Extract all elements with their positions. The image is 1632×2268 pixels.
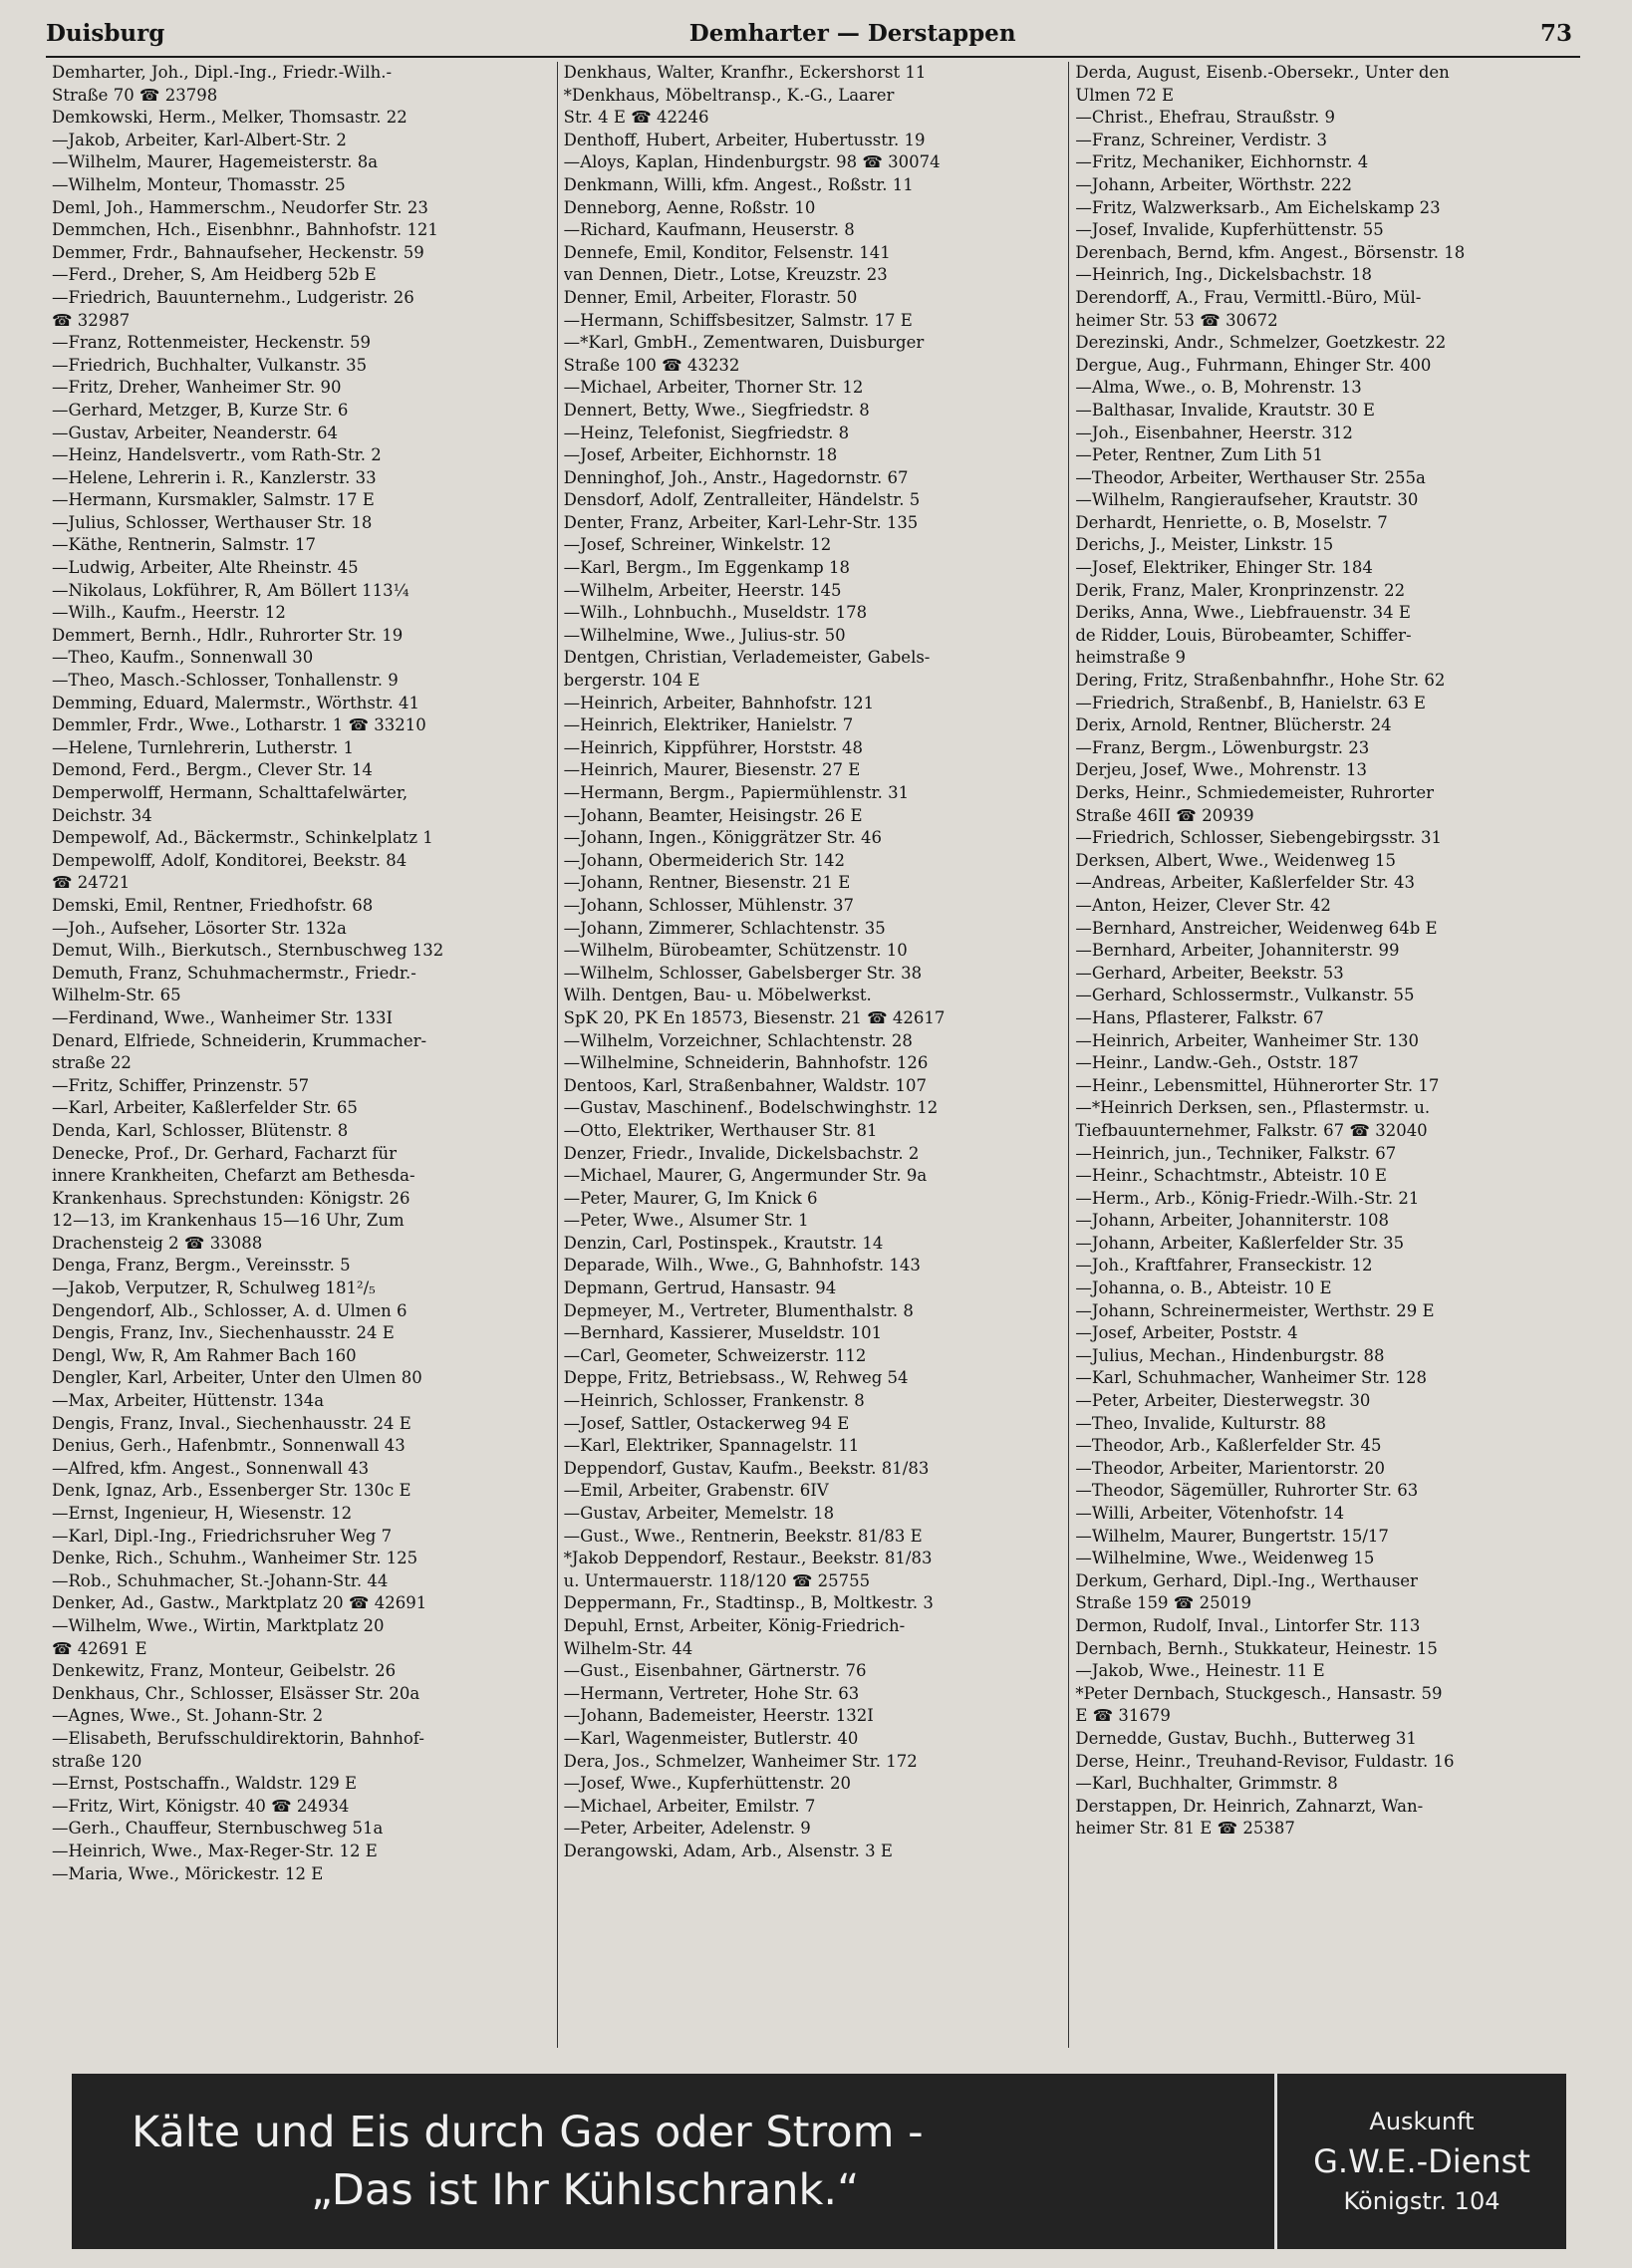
directory-entry: Dernbach, Bernh., Stukkateur, Heinestr. 15 bbox=[1075, 1638, 1438, 1658]
directory-entry: —Gerhard, Schlossermstr., Vulkanstr. 55 bbox=[1075, 986, 1415, 1005]
directory-entry: SpK 20, PK En 18573, Biesenstr. 21 ☎ 42617 bbox=[563, 1007, 946, 1027]
directory-entry: —Wilh., Kaufm., Heerstr. 12 bbox=[52, 603, 286, 623]
directory-entry: —Gust., Wwe., Rentnerin, Beekstr. 81/83 E bbox=[563, 1526, 923, 1546]
directory-entry: Denkhaus, Chr., Schlosser, Elsässer Str. 20a bbox=[52, 1683, 420, 1703]
ad-contact bbox=[1274, 2074, 1566, 2249]
directory-entry: Derendorff, A., Frau, Vermittl.-Büro, Mül- bbox=[1075, 287, 1422, 307]
directory-entry: —Josef, Arbeiter, Eichhornstr. 18 bbox=[563, 445, 838, 465]
directory-entry: Denninghof, Joh., Anstr., Hagedornstr. 67 bbox=[563, 467, 909, 487]
directory-entry: —Anton, Heizer, Clever Str. 42 bbox=[1075, 895, 1331, 915]
directory-entry: 12—13, im Krankenhaus 15—16 Uhr, Zum bbox=[52, 1211, 405, 1231]
directory-entry: Derhardt, Henriette, o. B, Moselstr. 7 bbox=[1075, 512, 1388, 532]
directory-entry: *Jakob Deppendorf, Restaur., Beekstr. 81/83 bbox=[563, 1549, 933, 1568]
directory-entry: Wilhelm-Str. 44 bbox=[563, 1638, 693, 1658]
directory-entry: Derstappen, Dr. Heinrich, Zahnarzt, Wan- bbox=[1075, 1796, 1424, 1816]
header-range: Demharter — Derstappen bbox=[688, 20, 1016, 47]
columns bbox=[46, 62, 1580, 2048]
directory-entry: —Hermann, Vertreter, Hohe Str. 63 bbox=[563, 1683, 860, 1703]
directory-entry: Demming, Eduard, Malermstr., Wörthstr. 41 bbox=[52, 693, 420, 712]
directory-entry: —Friedrich, Buchhalter, Vulkanstr. 35 bbox=[52, 355, 368, 375]
directory-entry: —Bernhard, Anstreicher, Weidenweg 64b E bbox=[1075, 918, 1438, 938]
directory-entry: Derangowski, Adam, Arb., Alsenstr. 3 E bbox=[563, 1841, 893, 1860]
directory-entry: —Johann, Rentner, Biesenstr. 21 E bbox=[563, 873, 851, 893]
directory-entry: —Theo, Invalide, Kulturstr. 88 bbox=[1075, 1413, 1327, 1433]
directory-entry: *Denkhaus, Möbeltransp., K.-G., Laarer bbox=[563, 85, 895, 105]
ad-slogan bbox=[72, 2074, 1274, 2249]
directory-entry: —Heinrich, Maurer, Biesenstr. 27 E bbox=[563, 760, 861, 780]
directory-entry: —Wilhelmine, Wwe., Julius-str. 50 bbox=[563, 625, 846, 645]
directory-entry: Dengis, Franz, Inv., Siechenhausstr. 24 E bbox=[52, 1323, 395, 1343]
directory-entry: Straße 100 ☎ 43232 bbox=[563, 355, 740, 375]
directory-entry: —Karl, Arbeiter, Kaßlerfelder Str. 65 bbox=[52, 1098, 358, 1118]
directory-entry: Derix, Arnold, Rentner, Blücherstr. 24 bbox=[1075, 715, 1392, 735]
directory-entry: —Peter, Arbeiter, Adelenstr. 9 bbox=[563, 1819, 811, 1839]
directory-entry: —Joh., Aufseher, Lösorter Str. 132a bbox=[52, 918, 347, 938]
directory-entry: —Wilhelmine, Wwe., Weidenweg 15 bbox=[1075, 1549, 1375, 1568]
directory-entry: —Gustav, Arbeiter, Memelstr. 18 bbox=[563, 1504, 835, 1523]
directory-entry: heimstraße 9 bbox=[1075, 648, 1187, 668]
directory-entry: —Bernhard, Kassierer, Museldstr. 101 bbox=[563, 1323, 883, 1343]
directory-entry: —Michael, Arbeiter, Thorner Str. 12 bbox=[563, 378, 864, 398]
directory-entry: —Karl, Bergm., Im Eggenkamp 18 bbox=[563, 558, 850, 578]
directory-entry: Deppendorf, Gustav, Kaufm., Beekstr. 81/83 bbox=[563, 1458, 930, 1478]
directory-entry: Denga, Franz, Bergm., Vereinsstr. 5 bbox=[52, 1256, 351, 1276]
directory-entry: —Karl, Schuhmacher, Wanheimer Str. 128 bbox=[1075, 1368, 1427, 1388]
directory-entry: Dernedde, Gustav, Buchh., Butterweg 31 bbox=[1075, 1728, 1417, 1748]
directory-entry: Deml, Joh., Hammerschm., Neudorfer Str. 23 bbox=[52, 197, 428, 217]
directory-entry: —Heinrich, Wwe., Max-Reger-Str. 12 E bbox=[52, 1841, 378, 1860]
directory-entry: —Fritz, Mechaniker, Eichhornstr. 4 bbox=[1075, 152, 1369, 172]
directory-entry: —Alfred, kfm. Angest., Sonnenwall 43 bbox=[52, 1458, 370, 1478]
directory-entry: —Gerh., Chauffeur, Sternbuschweg 51a bbox=[52, 1819, 384, 1839]
directory-entry: straße 22 bbox=[52, 1053, 132, 1073]
directory-entry: Deparade, Wilh., Wwe., G, Bahnhofstr. 143 bbox=[563, 1256, 921, 1276]
directory-entry: —Theo, Kaufm., Sonnenwall 30 bbox=[52, 648, 314, 668]
directory-entry: Deppermann, Fr., Stadtinsp., B, Moltkestr. 3 bbox=[563, 1593, 934, 1613]
directory-entry: E ☎ 31679 bbox=[1075, 1706, 1171, 1726]
directory-entry: —Josef, Invalide, Kupferhüttenstr. 55 bbox=[1075, 220, 1384, 240]
directory-entry: Demmler, Frdr., Wwe., Lotharstr. 1 ☎ 33210 bbox=[52, 715, 426, 735]
directory-entry: —Julius, Schlosser, Werthauser Str. 18 bbox=[52, 512, 373, 532]
directory-entry: Str. 4 E ☎ 42246 bbox=[563, 108, 709, 128]
directory-entry: —Friedrich, Schlosser, Siebengebirgsstr. 31 bbox=[1075, 828, 1442, 848]
directory-entry: Denius, Gerh., Hafenbmtr., Sonnenwall 43 bbox=[52, 1436, 406, 1456]
directory-entry: Demut, Wilh., Bierkutsch., Sternbuschweg 132 bbox=[52, 941, 444, 961]
directory-entry: u. Untermauerstr. 118/120 ☎ 25755 bbox=[563, 1570, 871, 1590]
directory-entry: Denzer, Friedr., Invalide, Dickelsbachstr. 2 bbox=[563, 1143, 920, 1163]
directory-entry: —Johann, Arbeiter, Johanniterstr. 108 bbox=[1075, 1211, 1389, 1231]
directory-entry: —Joh., Kraftfahrer, Franseckistr. 12 bbox=[1075, 1256, 1373, 1276]
directory-entry: —Emil, Arbeiter, Grabenstr. 6IV bbox=[563, 1481, 829, 1501]
column-3 bbox=[1068, 62, 1580, 2048]
directory-entry: Straße 46II ☎ 20939 bbox=[1075, 805, 1254, 825]
directory-entry: Deppe, Fritz, Betriebsass., W, Rehweg 54 bbox=[563, 1368, 909, 1388]
directory-entry: heimer Str. 53 ☎ 30672 bbox=[1075, 310, 1278, 330]
directory-entry: van Dennen, Dietr., Lotse, Kreuzstr. 23 bbox=[563, 265, 888, 285]
directory-entry: —Heinrich, Elektriker, Hanielstr. 7 bbox=[563, 715, 854, 735]
directory-entry: —Fritz, Walzwerksarb., Am Eichelskamp 23 bbox=[1075, 197, 1441, 217]
directory-entry: —Josef, Arbeiter, Poststr. 4 bbox=[1075, 1323, 1298, 1343]
directory-entry: Demski, Emil, Rentner, Friedhofstr. 68 bbox=[52, 895, 374, 915]
directory-entry: —Helene, Turnlehrerin, Lutherstr. 1 bbox=[52, 737, 354, 757]
directory-entry: —Friedrich, Bauunternehm., Ludgeristr. 26 bbox=[52, 287, 414, 307]
directory-entry: —Karl, Buchhalter, Grimmstr. 8 bbox=[1075, 1774, 1338, 1794]
directory-entry: —Carl, Geometer, Schweizerstr. 112 bbox=[563, 1345, 867, 1365]
directory-entry: ☎ 32987 bbox=[52, 310, 131, 330]
directory-entry: Straße 70 ☎ 23798 bbox=[52, 85, 218, 105]
directory-entry: —Maria, Wwe., Mörickestr. 12 E bbox=[52, 1863, 324, 1883]
directory-entry: —Herm., Arb., König-Friedr.-Wilh.-Str. 21 bbox=[1075, 1188, 1420, 1208]
directory-entry: —Heinrich, Kippführer, Horststr. 48 bbox=[563, 737, 864, 757]
directory-entry: —Wilhelm, Schlosser, Gabelsberger Str. 38 bbox=[563, 963, 923, 983]
directory-entry: —Michael, Arbeiter, Emilstr. 7 bbox=[563, 1796, 816, 1816]
directory-entry: —Andreas, Arbeiter, Kaßlerfelder Str. 43 bbox=[1075, 873, 1415, 893]
directory-entry: —Josef, Elektriker, Ehinger Str. 184 bbox=[1075, 558, 1373, 578]
directory-entry: —Jakob, Verputzer, R, Schulweg 181²/₅ bbox=[52, 1278, 376, 1298]
directory-entry: —Hermann, Bergm., Papiermühlenstr. 31 bbox=[563, 783, 910, 802]
directory-entry: ☎ 24721 bbox=[52, 873, 131, 893]
directory-entry: —Gustav, Arbeiter, Neanderstr. 64 bbox=[52, 423, 339, 442]
directory-entry: Wilhelm-Str. 65 bbox=[52, 986, 181, 1005]
directory-entry: Denzin, Carl, Postinspek., Krautstr. 14 bbox=[563, 1233, 884, 1253]
directory-entry: —Julius, Mechan., Hindenburgstr. 88 bbox=[1075, 1345, 1385, 1365]
directory-entry: Demmert, Bernh., Hdlr., Ruhrorter Str. 19 bbox=[52, 625, 404, 645]
directory-entry: —Theodor, Sägemüller, Ruhrorter Str. 63 bbox=[1075, 1481, 1419, 1501]
directory-entry: —Johann, Zimmerer, Schlachtenstr. 35 bbox=[563, 918, 886, 938]
directory-entry: —Wilhelm, Monteur, Thomasstr. 25 bbox=[52, 174, 346, 194]
ad-service-name: G.W.E.-Dienst bbox=[1313, 2142, 1530, 2180]
directory-entry: —Rob., Schuhmacher, St.-Johann-Str. 44 bbox=[52, 1570, 389, 1590]
directory-entry: —Gustav, Maschinenf., Bodelschwinghstr. 12 bbox=[563, 1098, 939, 1118]
directory-entry: —Josef, Wwe., Kupferhüttenstr. 20 bbox=[563, 1774, 852, 1794]
directory-entry: —Ferd., Dreher, S, Am Heidberg 52b E bbox=[52, 265, 377, 285]
directory-entry: —Jakob, Arbeiter, Karl-Albert-Str. 2 bbox=[52, 130, 347, 149]
directory-entry: —Heinrich, Arbeiter, Bahnhofstr. 121 bbox=[563, 693, 875, 712]
directory-entry: Drachensteig 2 ☎ 33088 bbox=[52, 1233, 263, 1253]
directory-entry: —Otto, Elektriker, Werthauser Str. 81 bbox=[563, 1120, 878, 1140]
ad-line-1: Kälte und Eis durch Gas oder Strom - bbox=[132, 2108, 924, 2157]
directory-entry: —Peter, Wwe., Alsumer Str. 1 bbox=[563, 1211, 809, 1231]
directory-entry: —Wilh., Lohnbuchh., Museldstr. 178 bbox=[563, 603, 868, 623]
directory-entry: —Gust., Eisenbahner, Gärtnerstr. 76 bbox=[563, 1661, 867, 1681]
directory-entry: —Theodor, Arbeiter, Werthauser Str. 255a bbox=[1075, 467, 1426, 487]
ad-address: Königstr. 104 bbox=[1343, 2187, 1500, 2215]
directory-entry: Dengendorf, Alb., Schlosser, A. d. Ulmen 6 bbox=[52, 1300, 408, 1320]
directory-entry: —Aloys, Kaplan, Hindenburgstr. 98 ☎ 30074 bbox=[563, 152, 941, 172]
directory-entry: —Johann, Ingen., Königgrätzer Str. 46 bbox=[563, 828, 883, 848]
directory-entry: —Fritz, Wirt, Königstr. 40 ☎ 24934 bbox=[52, 1796, 350, 1816]
directory-entry: Denneborg, Aenne, Roßstr. 10 bbox=[563, 197, 816, 217]
directory-entry: Derksen, Albert, Wwe., Weidenweg 15 bbox=[1075, 850, 1396, 870]
directory-entry: Denkmann, Willi, kfm. Angest., Roßstr. 11 bbox=[563, 174, 914, 194]
directory-entry: —Elisabeth, Berufsschuldirektorin, Bahnhof- bbox=[52, 1728, 424, 1748]
directory-entry: —Hans, Pflasterer, Falkstr. 67 bbox=[1075, 1007, 1324, 1027]
directory-entry: Demond, Ferd., Bergm., Clever Str. 14 bbox=[52, 760, 373, 780]
ad-info-label: Auskunft bbox=[1369, 2108, 1475, 2135]
ad-line-2: „Das ist Ihr Kühlschrank.“ bbox=[311, 2165, 860, 2215]
directory-entry: Dentoos, Karl, Straßenbahner, Waldstr. 107 bbox=[563, 1075, 927, 1095]
directory-entry: —Peter, Maurer, G, Im Knick 6 bbox=[563, 1188, 818, 1208]
directory-entry: —Johann, Schlosser, Mühlenstr. 37 bbox=[563, 895, 855, 915]
directory-entry: Derse, Heinr., Treuhand-Revisor, Fuldastr. 16 bbox=[1075, 1751, 1455, 1771]
directory-entry: —Heinrich, Schlosser, Frankenstr. 8 bbox=[563, 1391, 865, 1411]
directory-entry: Deichstr. 34 bbox=[52, 805, 152, 825]
directory-entry: Demuth, Franz, Schuhmachermstr., Friedr.- bbox=[52, 963, 416, 983]
directory-entry: Depuhl, Ernst, Arbeiter, König-Friedrich- bbox=[563, 1615, 906, 1635]
directory-entry: —Willi, Arbeiter, Vötenhofstr. 14 bbox=[1075, 1504, 1345, 1523]
directory-entry: —Wilhelm, Vorzeichner, Schlachtenstr. 28 bbox=[563, 1030, 913, 1050]
directory-entry: Denthoff, Hubert, Arbeiter, Hubertusstr. 19 bbox=[563, 130, 926, 149]
directory-entry: Denard, Elfriede, Schneiderin, Krummacher- bbox=[52, 1030, 427, 1050]
directory-entry: Denkewitz, Franz, Monteur, Geibelstr. 26 bbox=[52, 1661, 397, 1681]
directory-entry: Derjeu, Josef, Wwe., Mohrenstr. 13 bbox=[1075, 760, 1367, 780]
directory-entry: —Heinr., Lebensmittel, Hühnerorter Str. 17 bbox=[1075, 1075, 1440, 1095]
directory-entry: —Hermann, Schiffsbesitzer, Salmstr. 17 E bbox=[563, 310, 913, 330]
directory-entry: Krankenhaus. Sprechstunden: Königstr. 26 bbox=[52, 1188, 410, 1208]
directory-entry: —Max, Arbeiter, Hüttenstr. 134a bbox=[52, 1391, 325, 1411]
directory-entry: Derezinski, Andr., Schmelzer, Goetzkestr. 22 bbox=[1075, 333, 1447, 353]
directory-entry: —Heinr., Landw.-Geh., Oststr. 187 bbox=[1075, 1053, 1359, 1073]
directory-entry: —Johann, Arbeiter, Wörthstr. 222 bbox=[1075, 174, 1353, 194]
directory-entry: —Johann, Bademeister, Heerstr. 132I bbox=[563, 1706, 874, 1726]
directory-entry: Derkum, Gerhard, Dipl.-Ing., Werthauser bbox=[1075, 1570, 1418, 1590]
directory-entry: —Alma, Wwe., o. B, Mohrenstr. 13 bbox=[1075, 378, 1362, 398]
directory-entry: —Friedrich, Straßenbf., B, Hanielstr. 63 E bbox=[1075, 693, 1426, 712]
directory-entry: —Theodor, Arb., Kaßlerfelder Str. 45 bbox=[1075, 1436, 1382, 1456]
directory-entry: —Wilhelm, Arbeiter, Heerstr. 145 bbox=[563, 580, 842, 600]
directory-entry: —Franz, Rottenmeister, Heckenstr. 59 bbox=[52, 333, 372, 353]
directory-entry: innere Krankheiten, Chefarzt am Bethesda- bbox=[52, 1166, 415, 1186]
directory-entry: Dentgen, Christian, Verlademeister, Gabels- bbox=[563, 648, 931, 668]
directory-entry: Demperwolff, Hermann, Schalttafelwärter, bbox=[52, 783, 408, 802]
directory-entry: —Nikolaus, Lokführer, R, Am Böllert 113¼ bbox=[52, 580, 409, 600]
directory-entry: Depmeyer, M., Vertreter, Blumenthalstr. 8 bbox=[563, 1300, 914, 1320]
directory-entry: —Franz, Schreiner, Verdistr. 3 bbox=[1075, 130, 1327, 149]
directory-entry: —*Karl, GmbH., Zementwaren, Duisburger bbox=[563, 333, 925, 353]
directory-entry: Ulmen 72 E bbox=[1075, 85, 1175, 105]
directory-entry: Denecke, Prof., Dr. Gerhard, Facharzt für bbox=[52, 1143, 398, 1163]
directory-entry: Demmer, Frdr., Bahnaufseher, Heckenstr. 59 bbox=[52, 242, 424, 262]
directory-entry: —Heinrich, jun., Techniker, Falkstr. 67 bbox=[1075, 1143, 1397, 1163]
directory-entry: Demmchen, Hch., Eisenbhnr., Bahnhofstr. 121 bbox=[52, 220, 438, 240]
header-city: Duisburg bbox=[46, 20, 165, 47]
column-2 bbox=[557, 62, 1069, 2048]
directory-entry: Dergue, Aug., Fuhrmann, Ehinger Str. 400 bbox=[1075, 355, 1432, 375]
directory-entry: —Heinz, Telefonist, Siegfriedstr. 8 bbox=[563, 423, 850, 442]
directory-entry: —Ernst, Ingenieur, H, Wiesenstr. 12 bbox=[52, 1504, 353, 1523]
directory-entry: —Ernst, Postschaffn., Waldstr. 129 E bbox=[52, 1774, 358, 1794]
directory-entry: —*Heinrich Derksen, sen., Pflastermstr. u. bbox=[1075, 1098, 1431, 1118]
directory-entry: —Heinrich, Ing., Dickelsbachstr. 18 bbox=[1075, 265, 1373, 285]
directory-entry: —Theo, Masch.-Schlosser, Tonhallenstr. 9 bbox=[52, 671, 399, 691]
directory-entry: —Theodor, Arbeiter, Marientorstr. 20 bbox=[1075, 1458, 1385, 1478]
directory-entry: —Heinz, Handelsvertr., vom Rath-Str. 2 bbox=[52, 445, 382, 465]
directory-entry: Denter, Franz, Arbeiter, Karl-Lehr-Str. 135 bbox=[563, 512, 919, 532]
directory-entry: —Bernhard, Arbeiter, Johanniterstr. 99 bbox=[1075, 941, 1400, 961]
directory-entry: —Fritz, Dreher, Wanheimer Str. 90 bbox=[52, 378, 342, 398]
directory-entry: *Peter Dernbach, Stuckgesch., Hansastr. 59 bbox=[1075, 1683, 1443, 1703]
directory-entry: Denkhaus, Walter, Kranfhr., Eckershorst 11 bbox=[563, 63, 927, 82]
directory-entry: —Karl, Wagenmeister, Butlerstr. 40 bbox=[563, 1728, 859, 1748]
directory-entry: —Johann, Beamter, Heisingstr. 26 E bbox=[563, 805, 863, 825]
directory-entry: Depmann, Gertrud, Hansastr. 94 bbox=[563, 1278, 837, 1298]
directory-entry: Demharter, Joh., Dipl.-Ing., Friedr.-Wilh.- bbox=[52, 63, 393, 82]
directory-entry: Derenbach, Bernd, kfm. Angest., Börsenstr. 18 bbox=[1075, 242, 1466, 262]
directory-entry: Denker, Ad., Gastw., Marktplatz 20 ☎ 42691 bbox=[52, 1593, 427, 1613]
directory-entry: Denda, Karl, Schlosser, Blütenstr. 8 bbox=[52, 1120, 349, 1140]
directory-entry: —Christ., Ehefrau, Straußstr. 9 bbox=[1075, 108, 1335, 128]
directory-entry: Deriks, Anna, Wwe., Liebfrauenstr. 34 E bbox=[1075, 603, 1411, 623]
directory-entry: —Peter, Arbeiter, Diesterwegstr. 30 bbox=[1075, 1391, 1371, 1411]
directory-entry: —Ferdinand, Wwe., Wanheimer Str. 133I bbox=[52, 1007, 393, 1027]
advertisement-banner bbox=[72, 2074, 1566, 2249]
page-number: 73 bbox=[1539, 20, 1572, 47]
directory-entry: Dennert, Betty, Wwe., Siegfriedstr. 8 bbox=[563, 400, 870, 420]
directory-entry: —Käthe, Rentnerin, Salmstr. 17 bbox=[52, 535, 317, 555]
directory-entry: Dengler, Karl, Arbeiter, Unter den Ulmen 80 bbox=[52, 1368, 422, 1388]
directory-entry: —Johann, Obermeiderich Str. 142 bbox=[563, 850, 845, 870]
directory-entry: —Josef, Sattler, Ostackerweg 94 E bbox=[563, 1413, 850, 1433]
directory-entry: straße 120 bbox=[52, 1751, 142, 1771]
page-header bbox=[46, 20, 1580, 58]
directory-entry: —Joh., Eisenbahner, Heerstr. 312 bbox=[1075, 423, 1353, 442]
directory-entry: —Wilhelm, Bürobeamter, Schützenstr. 10 bbox=[563, 941, 908, 961]
directory-entry: —Karl, Elektriker, Spannagelstr. 11 bbox=[563, 1436, 860, 1456]
directory-entry: —Fritz, Schiffer, Prinzenstr. 57 bbox=[52, 1075, 310, 1095]
directory-entry: Denk, Ignaz, Arb., Essenberger Str. 130c E bbox=[52, 1481, 411, 1501]
directory-entry: —Franz, Bergm., Löwenburgstr. 23 bbox=[1075, 737, 1370, 757]
directory-entry: —Josef, Schreiner, Winkelstr. 12 bbox=[563, 535, 832, 555]
directory-entry: Derichs, J., Meister, Linkstr. 15 bbox=[1075, 535, 1334, 555]
directory-entry: —Heinr., Schachtmstr., Abteistr. 10 E bbox=[1075, 1166, 1387, 1186]
directory-entry: —Johanna, o. B., Abteistr. 10 E bbox=[1075, 1278, 1332, 1298]
directory-entry: —Karl, Dipl.-Ing., Friedrichsruher Weg 7 bbox=[52, 1526, 393, 1546]
column-1 bbox=[46, 62, 557, 2048]
directory-entry: —Johann, Schreinermeister, Werthstr. 29 E bbox=[1075, 1300, 1435, 1320]
directory-entry: heimer Str. 81 E ☎ 25387 bbox=[1075, 1819, 1295, 1839]
directory-entry: Derks, Heinr., Schmiedemeister, Ruhrorter bbox=[1075, 783, 1435, 802]
directory-entry: —Agnes, Wwe., St. Johann-Str. 2 bbox=[52, 1706, 324, 1726]
directory-entry: —Wilhelm, Rangieraufseher, Krautstr. 30 bbox=[1075, 490, 1419, 510]
directory-entry: Demkowski, Herm., Melker, Thomsastr. 22 bbox=[52, 108, 408, 128]
directory-entry: —Peter, Rentner, Zum Lith 51 bbox=[1075, 445, 1324, 465]
directory-entry: Dempewolf, Ad., Bäckermstr., Schinkelplatz 1 bbox=[52, 828, 433, 848]
directory-entry: —Wilhelm, Maurer, Hagemeisterstr. 8a bbox=[52, 152, 379, 172]
directory-entry: de Ridder, Louis, Bürobeamter, Schiffer- bbox=[1075, 625, 1412, 645]
directory-entry: —Gerhard, Arbeiter, Beekstr. 53 bbox=[1075, 963, 1344, 983]
directory-entry: Tiefbauunternehmer, Falkstr. 67 ☎ 32040 bbox=[1075, 1120, 1428, 1140]
directory-entry: —Heinrich, Arbeiter, Wanheimer Str. 130 bbox=[1075, 1030, 1419, 1050]
directory-entry: —Hermann, Kursmakler, Salmstr. 17 E bbox=[52, 490, 375, 510]
directory-entry: —Richard, Kaufmann, Heuserstr. 8 bbox=[563, 220, 855, 240]
directory-entry: Dennefe, Emil, Konditor, Felsenstr. 141 bbox=[563, 242, 891, 262]
directory-entry: —Wilhelmine, Schneiderin, Bahnhofstr. 126 bbox=[563, 1053, 929, 1073]
directory-entry: Derda, August, Eisenb.-Obersekr., Unter den bbox=[1075, 63, 1450, 82]
directory-entry: —Balthasar, Invalide, Krautstr. 30 E bbox=[1075, 400, 1375, 420]
directory-entry: —Ludwig, Arbeiter, Alte Rheinstr. 45 bbox=[52, 558, 359, 578]
directory-entry: Dengis, Franz, Inval., Siechenhausstr. 24 E bbox=[52, 1413, 411, 1433]
directory-entry: —Helene, Lehrerin i. R., Kanzlerstr. 33 bbox=[52, 467, 377, 487]
directory-entry: bergerstr. 104 E bbox=[563, 671, 700, 691]
directory-entry: Straße 159 ☎ 25019 bbox=[1075, 1593, 1252, 1613]
directory-entry: Dengl, Ww, R, Am Rahmer Bach 160 bbox=[52, 1345, 357, 1365]
directory-entry: —Johann, Arbeiter, Kaßlerfelder Str. 35 bbox=[1075, 1233, 1405, 1253]
directory-entry: —Wilhelm, Maurer, Bungertstr. 15/17 bbox=[1075, 1526, 1389, 1546]
directory-entry: Denke, Rich., Schuhm., Wanheimer Str. 125 bbox=[52, 1549, 418, 1568]
directory-entry: —Wilhelm, Wwe., Wirtin, Marktplatz 20 bbox=[52, 1615, 385, 1635]
directory-entry: —Gerhard, Metzger, B, Kurze Str. 6 bbox=[52, 400, 349, 420]
directory-entry: Denner, Emil, Arbeiter, Florastr. 50 bbox=[563, 287, 858, 307]
directory-entry: ☎ 42691 E bbox=[52, 1638, 147, 1658]
directory-entry: —Michael, Maurer, G, Angermunder Str. 9a bbox=[563, 1166, 928, 1186]
directory-entry: Dering, Fritz, Straßenbahnfhr., Hohe Str. 62 bbox=[1075, 671, 1446, 691]
directory-entry: Dermon, Rudolf, Inval., Lintorfer Str. 113 bbox=[1075, 1615, 1421, 1635]
directory-entry: —Jakob, Wwe., Heinestr. 11 E bbox=[1075, 1661, 1325, 1681]
directory-entry: Derik, Franz, Maler, Kronprinzenstr. 22 bbox=[1075, 580, 1406, 600]
directory-entry: Wilh. Dentgen, Bau- u. Möbelwerkst. bbox=[563, 986, 872, 1005]
directory-entry: Densdorf, Adolf, Zentralleiter, Händelstr. 5 bbox=[563, 490, 921, 510]
directory-entry: Dempewolff, Adolf, Konditorei, Beekstr. 84 bbox=[52, 850, 408, 870]
directory-entry: Dera, Jos., Schmelzer, Wanheimer Str. 172 bbox=[563, 1751, 918, 1771]
